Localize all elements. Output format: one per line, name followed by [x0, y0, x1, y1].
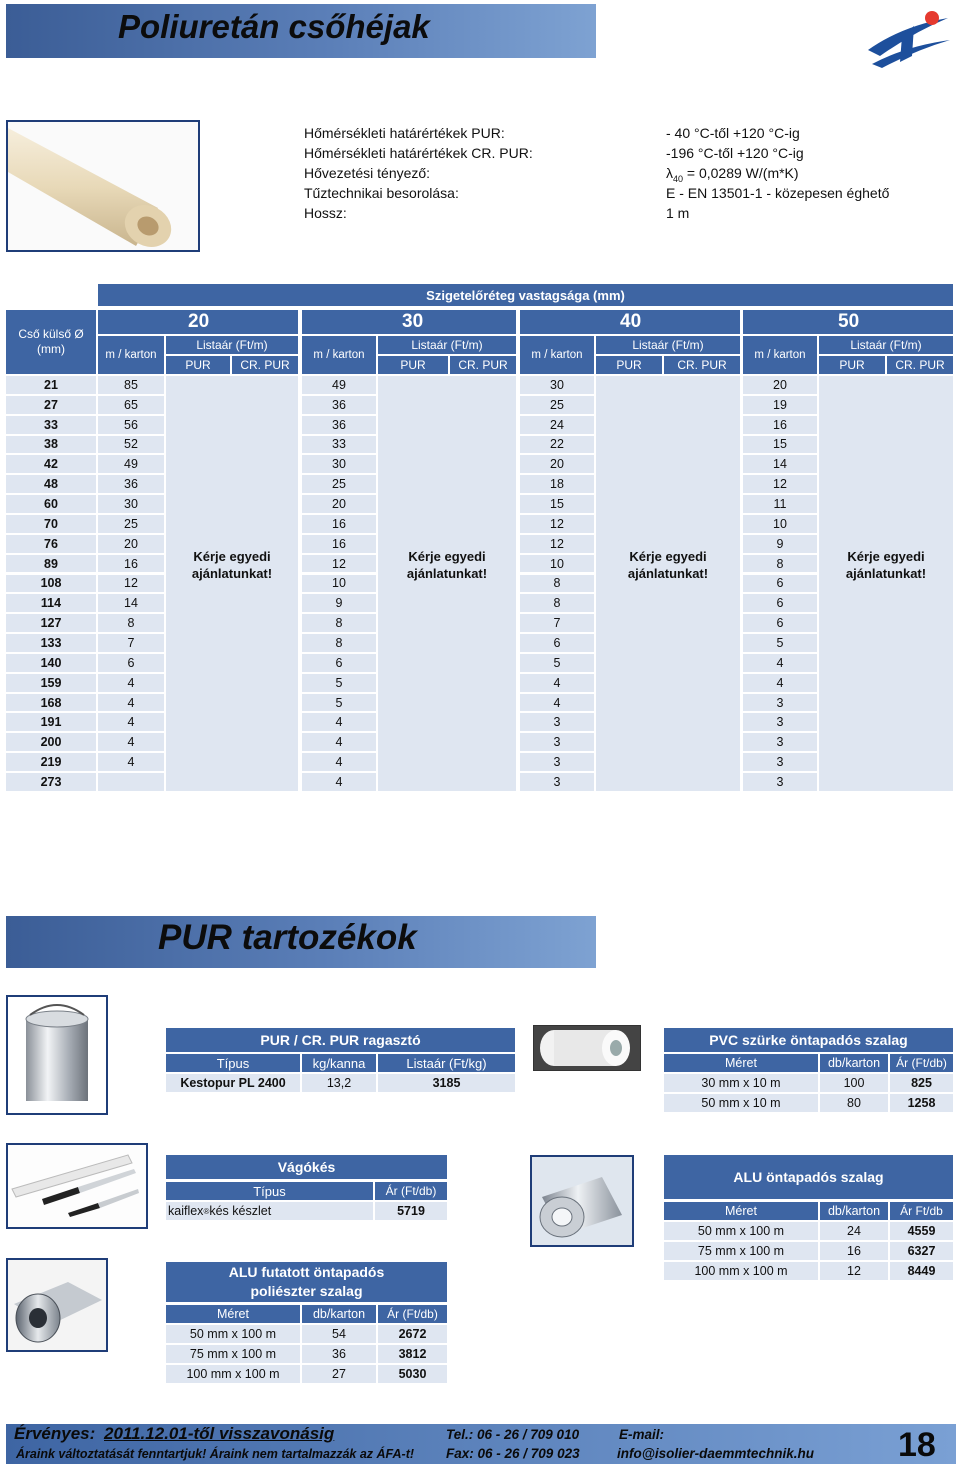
- m-karton-cell: 4: [520, 694, 594, 712]
- m-karton-cell: 30: [98, 495, 164, 513]
- glue-cell-kg: 13,2: [302, 1074, 376, 1092]
- m-karton-cell: 3: [520, 733, 594, 751]
- m-karton-cell: 9: [302, 594, 376, 612]
- alu-poly-header-size: Méret: [166, 1305, 300, 1323]
- m-karton-cell: 4: [98, 753, 164, 771]
- diameter-cell: 60: [6, 495, 96, 513]
- diameter-cell: 273: [6, 773, 96, 791]
- m-karton-cell: 6: [743, 614, 817, 632]
- m-karton-cell: 8: [302, 634, 376, 652]
- knife-header-price: Ár (Ft/db): [375, 1182, 447, 1200]
- pvc-header-box: db/karton: [820, 1054, 888, 1072]
- pvc-header-size: Méret: [664, 1054, 818, 1072]
- pvc-header-price: Ár (Ft/db): [890, 1054, 953, 1072]
- glue-header-price: Listaár (Ft/kg): [378, 1054, 515, 1072]
- m-karton-cell: 52: [98, 436, 164, 454]
- alu-poly-title-line1: ALU futatott öntapadós: [228, 1264, 385, 1280]
- m-karton-cell: 36: [98, 475, 164, 493]
- m-karton-cell: 7: [98, 634, 164, 652]
- spec-value-fire: E - EN 13501-1 - közepesen éghető: [666, 185, 890, 201]
- crpur-header: CR. PUR: [887, 356, 953, 374]
- m-karton-cell: 8: [98, 614, 164, 632]
- m-karton-cell: 20: [98, 535, 164, 553]
- valid-label: Érvényes:: [14, 1424, 96, 1443]
- knife-header-type: Típus: [166, 1182, 373, 1200]
- pvc-size-cell: 30 mm x 10 m: [664, 1074, 818, 1092]
- spec-label-length: Hossz:: [304, 205, 347, 221]
- m-karton-cell: 4: [302, 713, 376, 731]
- alu-price-cell: 8449: [890, 1262, 953, 1280]
- lambda-subscript: 40: [673, 173, 684, 184]
- m-karton-cell: 25: [302, 475, 376, 493]
- m-karton-cell: 8: [520, 575, 594, 593]
- m-karton-cell: 33: [302, 436, 376, 454]
- m-karton-cell: 49: [98, 455, 164, 473]
- request-line1: Kérje egyedi: [408, 548, 486, 564]
- m-karton-cell: 16: [743, 416, 817, 434]
- m-karton-cell: 4: [98, 694, 164, 712]
- disclaimer: Áraink változtatását fenntartjuk! Áraink nem tartalmazzák az ÁFA-t!: [16, 1447, 415, 1461]
- alu-poly-box-cell: 54: [302, 1325, 376, 1343]
- m-karton-cell: 3: [743, 694, 817, 712]
- diameter-cell: 33: [6, 416, 96, 434]
- knife-name: kés készlet: [209, 1204, 272, 1218]
- m-karton-cell: 3: [520, 773, 594, 791]
- m-karton-cell: 6: [743, 594, 817, 612]
- request-line1: Kérje egyedi: [193, 548, 271, 564]
- alu-header-size: Méret: [664, 1202, 818, 1220]
- m-karton-cell: 3: [520, 713, 594, 731]
- crpur-header: CR. PUR: [664, 356, 740, 374]
- m-karton-cell: 15: [520, 495, 594, 513]
- knife-reg: ®: [203, 1206, 210, 1216]
- pvc-tape-photo: [533, 1025, 641, 1071]
- alu-poly-title: [166, 1262, 447, 1302]
- alu-size-cell: 75 mm x 100 m: [664, 1242, 818, 1260]
- diameter-cell: 159: [6, 674, 96, 692]
- company-logo: [862, 6, 954, 68]
- m-karton-cell: 12: [520, 535, 594, 553]
- m-karton-cell: 12: [98, 575, 164, 593]
- pvc-tape-title: PVC szürke öntapadós szalag: [664, 1028, 953, 1052]
- diameter-cell: 219: [6, 753, 96, 771]
- m-karton-cell: 10: [520, 555, 594, 573]
- diameter-cell: 38: [6, 436, 96, 454]
- m-karton-cell: 10: [743, 515, 817, 533]
- m-karton-cell: 6: [302, 654, 376, 672]
- diameter-cell: 191: [6, 713, 96, 731]
- m-karton-cell: 16: [98, 555, 164, 573]
- request-line2: ajánlatunkat!: [845, 565, 927, 581]
- spec-value-length: 1 m: [666, 205, 690, 221]
- m-karton-cell: 4: [302, 733, 376, 751]
- knife-title: Vágókés: [166, 1155, 447, 1179]
- page-number: 18: [898, 1426, 936, 1464]
- pur-header: PUR: [166, 356, 230, 374]
- m-karton-cell: 3: [743, 753, 817, 771]
- listaar-header: Listaár (Ft/m): [378, 336, 516, 354]
- alu-price-cell: 6327: [890, 1242, 953, 1260]
- m-karton-header: m / karton: [520, 336, 594, 374]
- diameter-cell: 27: [6, 396, 96, 414]
- alu-price-cell: 4559: [890, 1222, 953, 1240]
- m-karton-cell: 36: [302, 416, 376, 434]
- m-karton-cell: 15: [743, 436, 817, 454]
- listaar-header: Listaár (Ft/m): [596, 336, 740, 354]
- alu-poly-header-price: Ár (Ft/db): [378, 1305, 447, 1323]
- tel: Tel.: 06 - 26 / 709 010: [446, 1427, 580, 1442]
- alu-poly-size-cell: 75 mm x 100 m: [166, 1345, 300, 1363]
- m-karton-cell: 4: [98, 733, 164, 751]
- alu-tape-photo: [530, 1155, 634, 1247]
- m-karton-cell: 30: [520, 376, 594, 394]
- diameter-cell: 168: [6, 694, 96, 712]
- m-karton-cell: 10: [302, 575, 376, 593]
- m-karton-header: m / karton: [98, 336, 164, 374]
- alu-poly-size-cell: 100 mm x 100 m: [166, 1365, 300, 1383]
- diameter-cell: 76: [6, 535, 96, 553]
- request-quote-text: [166, 545, 298, 585]
- m-karton-cell: 56: [98, 416, 164, 434]
- crpur-header: CR. PUR: [450, 356, 516, 374]
- pipe-insulation-photo: [6, 120, 200, 252]
- m-karton-cell: 65: [98, 396, 164, 414]
- spec-label-pur: Hőmérsékleti határértékek PUR:: [304, 125, 505, 141]
- spec-value-pur: - 40 °C-től +120 °C-ig: [666, 125, 800, 141]
- diameter-cell: 114: [6, 594, 96, 612]
- glue-header-type: Típus: [166, 1054, 300, 1072]
- knife-cell-price: 5719: [375, 1202, 447, 1220]
- alu-tape-title: ALU öntapadós szalag: [664, 1155, 953, 1199]
- m-karton-cell: 30: [302, 455, 376, 473]
- m-karton-cell: 8: [520, 594, 594, 612]
- m-karton-cell: 16: [302, 515, 376, 533]
- m-karton-cell: 9: [743, 535, 817, 553]
- email-link[interactable]: info@isolier-daemmtechnik.hu: [617, 1446, 814, 1461]
- diameter-cell: 48: [6, 475, 96, 493]
- pvc-price-cell: 1258: [890, 1094, 953, 1112]
- m-karton-cell: 85: [98, 376, 164, 394]
- m-karton-cell: 4: [98, 713, 164, 731]
- m-karton-cell: 4: [743, 654, 817, 672]
- accessories-title: PUR tartozékok: [158, 918, 417, 957]
- alu-box-cell: 24: [820, 1222, 888, 1240]
- diameter-cell: 70: [6, 515, 96, 533]
- lambda-symbol: λ: [666, 165, 673, 181]
- request-quote-text: [596, 545, 740, 585]
- m-karton-header: m / karton: [743, 336, 817, 374]
- m-karton-cell: 5: [743, 634, 817, 652]
- m-karton-cell: 22: [520, 436, 594, 454]
- m-karton-cell: 16: [302, 535, 376, 553]
- spec-value-crpur: -196 °C-től +120 °C-ig: [666, 145, 804, 161]
- request-line2: ajánlatunkat!: [406, 565, 488, 581]
- m-karton-cell: 3: [743, 773, 817, 791]
- m-karton-cell: 20: [520, 455, 594, 473]
- thickness-50: 50: [743, 310, 953, 334]
- pvc-price-cell: 825: [890, 1074, 953, 1092]
- request-line2: ajánlatunkat!: [627, 565, 709, 581]
- request-quote-text: [819, 545, 953, 585]
- diameter-cell: 21: [6, 376, 96, 394]
- m-karton-cell: 20: [302, 495, 376, 513]
- m-karton-cell: 3: [520, 753, 594, 771]
- crpur-header: CR. PUR: [232, 356, 298, 374]
- diameter-header: Cső külső Ø (mm): [6, 310, 96, 374]
- m-karton-cell: 11: [743, 495, 817, 513]
- alu-box-cell: 16: [820, 1242, 888, 1260]
- pur-header: PUR: [596, 356, 662, 374]
- thickness-20: 20: [98, 310, 298, 334]
- m-karton-cell: 4: [743, 674, 817, 692]
- m-karton-cell: 8: [743, 555, 817, 573]
- diameter-cell: 42: [6, 455, 96, 473]
- m-karton-cell: 4: [98, 674, 164, 692]
- alu-poly-size-cell: 50 mm x 100 m: [166, 1325, 300, 1343]
- alu-poly-header-box: db/karton: [302, 1305, 376, 1323]
- m-karton-cell: 4: [302, 753, 376, 771]
- glue-header-kg: kg/kanna: [302, 1054, 376, 1072]
- valid-value: 2011.12.01-től visszavonásig: [104, 1424, 335, 1443]
- request-line2: ajánlatunkat!: [191, 565, 273, 581]
- spec-label-conductivity: Hővezetési tényező:: [304, 165, 431, 181]
- m-karton-cell: 14: [98, 594, 164, 612]
- request-quote-text: [378, 545, 516, 585]
- m-karton-cell: 20: [743, 376, 817, 394]
- pvc-box-cell: 100: [820, 1074, 888, 1092]
- glue-cell-price: 3185: [378, 1074, 515, 1092]
- thickness-30: 30: [302, 310, 516, 334]
- alu-poly-title-line2: poliészter szalag: [250, 1283, 363, 1299]
- m-karton-cell: 12: [302, 555, 376, 573]
- listaar-header: Listaár (Ft/m): [166, 336, 298, 354]
- thickness-40: 40: [520, 310, 740, 334]
- m-karton-cell: 49: [302, 376, 376, 394]
- glue-can-photo: [6, 995, 108, 1115]
- pvc-box-cell: 80: [820, 1094, 888, 1112]
- alu-size-cell: 100 mm x 100 m: [664, 1262, 818, 1280]
- pur-header: PUR: [378, 356, 448, 374]
- glue-cell-type: Kestopur PL 2400: [166, 1074, 300, 1092]
- diameter-cell: 127: [6, 614, 96, 632]
- alu-poly-box-cell: 36: [302, 1345, 376, 1363]
- diameter-cell: 140: [6, 654, 96, 672]
- knife-cell-type: [166, 1202, 373, 1220]
- m-karton-cell: 12: [520, 515, 594, 533]
- alu-poly-tape-photo: [6, 1258, 108, 1352]
- pvc-size-cell: 50 mm x 10 m: [664, 1094, 818, 1112]
- m-karton-cell: 18: [520, 475, 594, 493]
- m-karton-cell: 5: [520, 654, 594, 672]
- page-title: Poliuretán csőhéjak: [118, 8, 430, 45]
- m-karton-cell: 36: [302, 396, 376, 414]
- m-karton-cell: 6: [98, 654, 164, 672]
- m-karton-cell: 5: [302, 674, 376, 692]
- m-karton-cell: 3: [743, 713, 817, 731]
- alu-poly-price-cell: 2672: [378, 1325, 447, 1343]
- m-karton-cell: 7: [520, 614, 594, 632]
- m-karton-cell: 4: [520, 674, 594, 692]
- spec-label-crpur: Hőmérsékleti határértékek CR. PUR:: [304, 145, 533, 161]
- m-karton-cell: 24: [520, 416, 594, 434]
- diameter-cell: 133: [6, 634, 96, 652]
- m-karton-cell: 19: [743, 396, 817, 414]
- m-karton-cell: [98, 773, 164, 791]
- m-karton-cell: 25: [98, 515, 164, 533]
- request-line1: Kérje egyedi: [847, 548, 925, 564]
- knife-brand: kaiflex: [168, 1204, 204, 1218]
- alu-poly-price-cell: 5030: [378, 1365, 447, 1383]
- alu-header-box: db/karton: [820, 1202, 888, 1220]
- m-karton-cell: 5: [302, 694, 376, 712]
- thickness-header: Szigetelőréteg vastagsága (mm): [98, 284, 953, 306]
- glue-title: PUR / CR. PUR ragasztó: [166, 1028, 515, 1052]
- knife-set-photo: [6, 1143, 148, 1229]
- m-karton-cell: 14: [743, 455, 817, 473]
- diameter-cell: 89: [6, 555, 96, 573]
- spec-label-fire: Tűztechnikai besorolása:: [304, 185, 459, 201]
- email-label: E-mail:: [619, 1427, 665, 1442]
- m-karton-cell: 25: [520, 396, 594, 414]
- alu-poly-box-cell: 27: [302, 1365, 376, 1383]
- m-karton-header: m / karton: [302, 336, 376, 374]
- m-karton-cell: 6: [520, 634, 594, 652]
- m-karton-cell: 6: [743, 575, 817, 593]
- diameter-cell: 200: [6, 733, 96, 751]
- pur-header: PUR: [819, 356, 885, 374]
- alu-header-price: Ár Ft/db: [890, 1202, 953, 1220]
- diameter-cell: 108: [6, 575, 96, 593]
- listaar-header: Listaár (Ft/m): [819, 336, 953, 354]
- m-karton-cell: 12: [743, 475, 817, 493]
- m-karton-cell: 8: [302, 614, 376, 632]
- request-line1: Kérje egyedi: [629, 548, 707, 564]
- m-karton-cell: 3: [743, 733, 817, 751]
- alu-poly-price-cell: 3812: [378, 1345, 447, 1363]
- m-karton-cell: 4: [302, 773, 376, 791]
- fax: Fax: 06 - 26 / 709 023: [446, 1446, 580, 1461]
- alu-box-cell: 12: [820, 1262, 888, 1280]
- alu-size-cell: 50 mm x 100 m: [664, 1222, 818, 1240]
- conductivity-value: = 0,0289 W/(m*K): [683, 165, 799, 181]
